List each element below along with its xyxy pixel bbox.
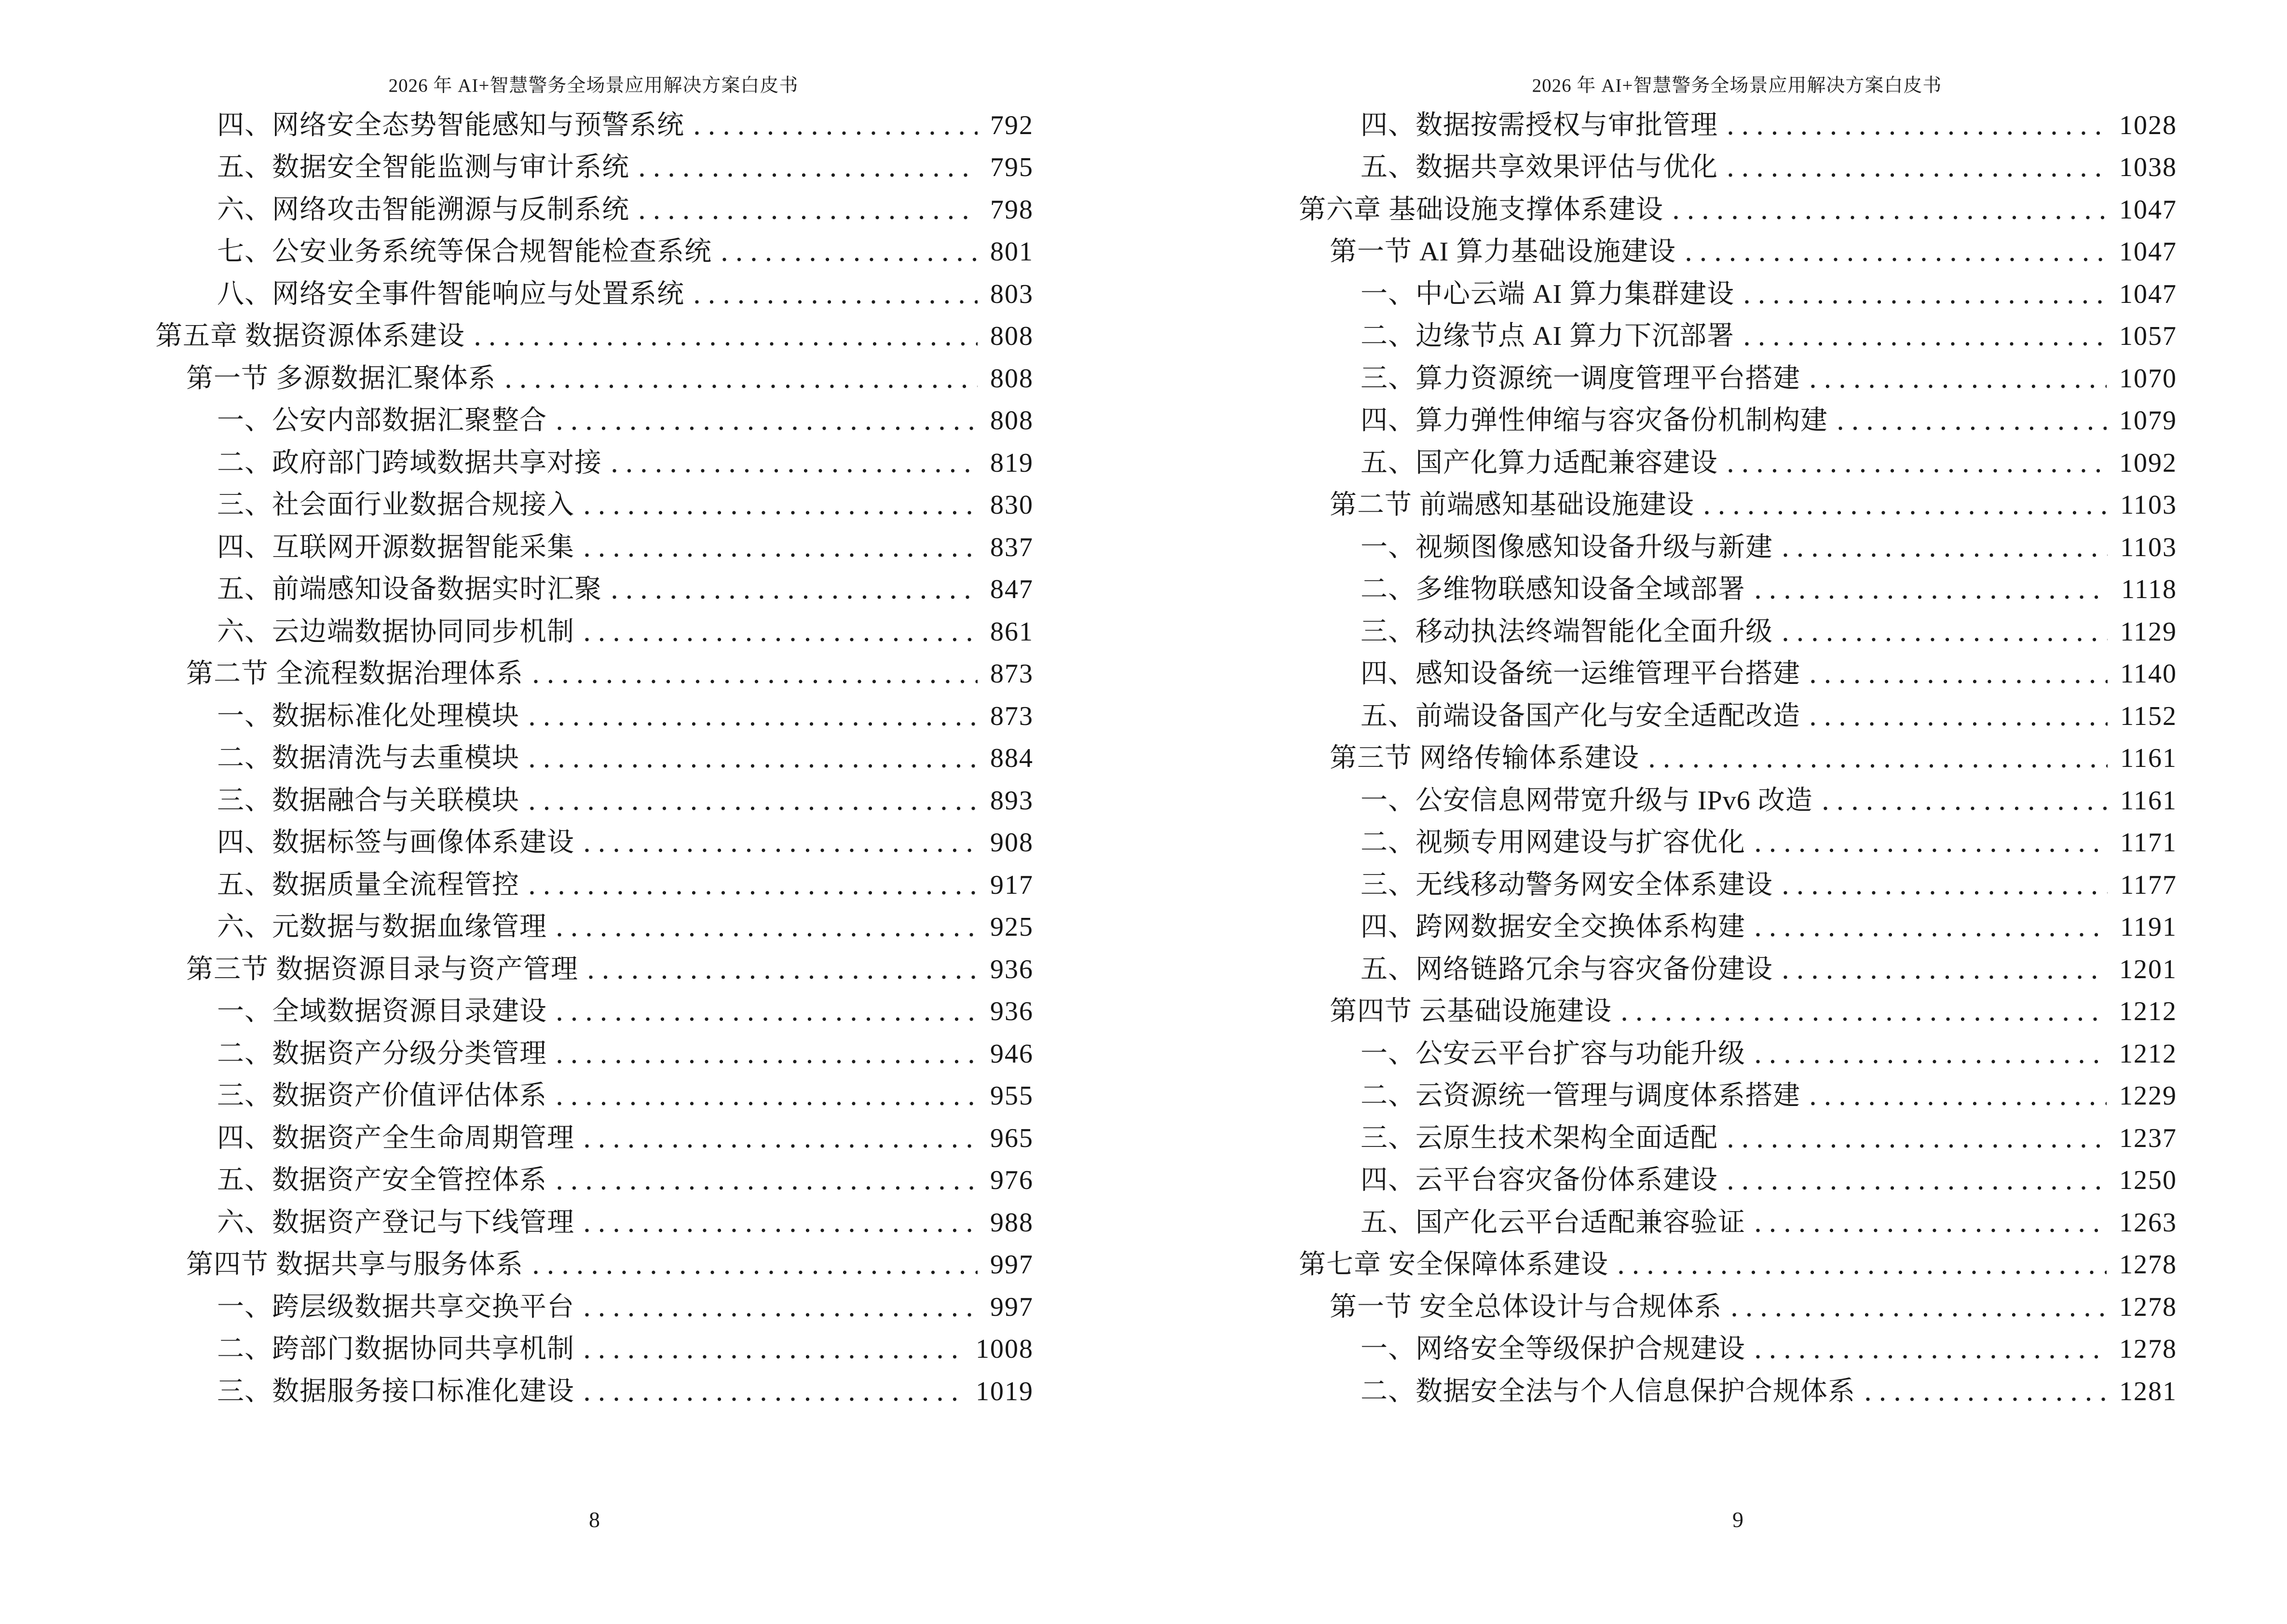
toc-entry[interactable] xyxy=(1299,779,2177,822)
toc-entry[interactable] xyxy=(1299,864,2177,906)
toc-entry-page-number: 1092 xyxy=(2119,448,2177,478)
toc-entry-label: 五、前端感知设备数据实时汇聚 xyxy=(217,574,602,605)
toc-entry-label: 四、数据按需授权与审批管理 xyxy=(1361,110,1718,140)
toc-entry[interactable] xyxy=(155,400,1034,442)
dot-leader xyxy=(528,889,978,897)
toc-entry[interactable] xyxy=(1299,1244,2177,1286)
dot-leader xyxy=(583,509,978,517)
toc-entry-label: 三、云原生技术架构全面适配 xyxy=(1361,1123,1718,1153)
toc-entry-page-number: 1047 xyxy=(2119,279,2177,309)
page-number: 8 xyxy=(589,1507,600,1532)
toc-entry[interactable] xyxy=(155,1286,1034,1328)
toc-entry[interactable] xyxy=(1299,1033,2177,1075)
toc-entry-page-number: 1070 xyxy=(2119,363,2177,394)
toc-entry-page-number: 1057 xyxy=(2119,321,2177,352)
toc-entry[interactable] xyxy=(155,273,1034,315)
toc-entry-page-number: 965 xyxy=(990,1123,1034,1153)
toc-entry[interactable] xyxy=(155,231,1034,273)
toc-list xyxy=(155,104,1034,1413)
toc-entry[interactable] xyxy=(1299,906,2177,949)
toc-entry-page-number: 830 xyxy=(990,490,1034,520)
toc-entry-label: 一、全域数据资源目录建设 xyxy=(217,996,547,1027)
dot-leader xyxy=(1754,1227,2107,1234)
toc-entry-page-number: 1201 xyxy=(2119,954,2177,984)
toc-entry[interactable] xyxy=(1299,147,2177,189)
toc-entry[interactable] xyxy=(1299,737,2177,780)
toc-entry-page-number: 873 xyxy=(990,659,1034,689)
toc-entry-page-number: 946 xyxy=(990,1038,1034,1069)
toc-entry[interactable] xyxy=(155,189,1034,231)
toc-entry-label: 第七章 安全保障体系建设 xyxy=(1299,1250,1608,1280)
toc-entry-label: 六、数据资产登记与下线管理 xyxy=(217,1207,574,1238)
dot-leader xyxy=(1809,1100,2107,1107)
toc-entry-label: 四、算力弹性伸缩与容灾备份机制构建 xyxy=(1361,406,1828,436)
dot-leader xyxy=(1617,1269,2107,1276)
dot-leader xyxy=(583,636,978,643)
toc-entry-label: 四、网络安全态势智能感知与预警系统 xyxy=(217,110,684,140)
toc-entry-page-number: 1038 xyxy=(2119,152,2177,183)
toc-entry-label: 三、数据资产价值评估体系 xyxy=(217,1081,547,1111)
dot-leader xyxy=(1730,1311,2107,1319)
dot-leader xyxy=(1782,973,2107,981)
toc-entry-label: 五、数据安全智能监测与审计系统 xyxy=(217,152,629,183)
toc-entry[interactable] xyxy=(155,779,1034,822)
dot-leader xyxy=(583,1142,978,1150)
toc-entry-label: 一、跨层级数据共享交换平台 xyxy=(217,1292,574,1322)
toc-entry-label: 二、多维物联感知设备全域部署 xyxy=(1361,574,1745,605)
toc-entry-label: 第五章 数据资源体系建设 xyxy=(155,321,465,352)
toc-entry-label: 五、国产化算力适配兼容建设 xyxy=(1361,448,1718,478)
toc-entry[interactable] xyxy=(1299,1160,2177,1202)
toc-entry-label: 二、数据安全法与个人信息保护合规体系 xyxy=(1361,1376,1855,1406)
dot-leader xyxy=(1754,846,2108,854)
dot-leader xyxy=(1727,1142,2107,1150)
toc-entry[interactable] xyxy=(155,1075,1034,1118)
dot-leader xyxy=(1703,509,2108,517)
dot-leader xyxy=(1809,720,2108,728)
toc-entry-label: 四、云平台容灾备份体系建设 xyxy=(1361,1165,1718,1196)
toc-entry[interactable] xyxy=(155,104,1034,147)
dot-leader xyxy=(556,1058,978,1065)
dot-leader xyxy=(504,382,978,390)
toc-entry[interactable] xyxy=(155,1328,1034,1371)
toc-entry-label: 四、感知设备统一运维管理平台搭建 xyxy=(1361,659,1800,689)
toc-entry-label: 二、视频专用网建设与扩容优化 xyxy=(1361,828,1745,858)
toc-entry-label: 二、跨部门数据协同共享机制 xyxy=(217,1334,574,1365)
dot-leader xyxy=(693,298,978,306)
toc-entry-page-number: 1161 xyxy=(2120,785,2177,816)
toc-entry-page-number: 1103 xyxy=(2120,532,2177,562)
toc-entry[interactable] xyxy=(1299,442,2177,484)
toc-entry[interactable] xyxy=(155,569,1034,611)
dot-leader xyxy=(1620,1015,2107,1023)
dot-leader xyxy=(556,424,978,432)
toc-entry[interactable] xyxy=(1299,273,2177,315)
toc-entry-page-number: 884 xyxy=(990,743,1034,774)
toc-entry-page-number: 819 xyxy=(990,448,1034,478)
toc-entry[interactable] xyxy=(155,948,1034,991)
toc-entry[interactable] xyxy=(1299,1201,2177,1244)
toc-entry-page-number: 976 xyxy=(990,1165,1034,1196)
toc-entry-page-number: 873 xyxy=(990,701,1034,731)
toc-entry-label: 一、视频图像感知设备升级与新建 xyxy=(1361,532,1773,562)
toc-entry-page-number: 1171 xyxy=(2120,828,2177,858)
toc-entry-label: 六、元数据与数据血缘管理 xyxy=(217,912,547,942)
toc-entry[interactable] xyxy=(155,1201,1034,1244)
toc-entry-label: 第四节 云基础设施建设 xyxy=(1330,996,1612,1027)
toc-entry-label: 五、国产化云平台适配兼容验证 xyxy=(1361,1207,1745,1238)
dot-leader xyxy=(583,1353,963,1361)
toc-entry[interactable] xyxy=(155,653,1034,696)
dot-leader xyxy=(1864,1395,2107,1403)
toc-entry-page-number: 1140 xyxy=(2120,659,2177,689)
toc-entry[interactable] xyxy=(155,991,1034,1033)
toc-entry[interactable] xyxy=(1299,653,2177,696)
toc-entry-page-number: 808 xyxy=(990,363,1034,394)
toc-entry[interactable] xyxy=(1299,1117,2177,1160)
toc-entry-page-number: 808 xyxy=(990,406,1034,436)
toc-entry[interactable] xyxy=(155,442,1034,484)
toc-entry-page-number: 1212 xyxy=(2119,996,2177,1027)
toc-entry[interactable] xyxy=(155,357,1034,400)
toc-entry[interactable] xyxy=(1299,231,2177,273)
toc-entry-page-number: 955 xyxy=(990,1081,1034,1111)
toc-entry-label: 第一节 安全总体设计与合规体系 xyxy=(1330,1292,1722,1322)
toc-entry-page-number: 1278 xyxy=(2119,1292,2177,1322)
toc-entry-label: 第三节 网络传输体系建设 xyxy=(1330,743,1639,774)
dot-leader xyxy=(611,593,978,601)
toc-entry-page-number: 1237 xyxy=(2119,1123,2177,1153)
dot-leader xyxy=(532,678,978,685)
toc-entry-label: 一、数据标准化处理模块 xyxy=(217,701,519,731)
toc-entry-page-number: 1047 xyxy=(2119,237,2177,267)
toc-entry-label: 四、跨网数据安全交换体系构建 xyxy=(1361,912,1745,942)
toc-entry[interactable] xyxy=(155,1370,1034,1413)
dot-leader xyxy=(611,467,978,475)
toc-entry-page-number: 1263 xyxy=(2119,1207,2177,1238)
toc-entry-label: 五、数据共享效果评估与优化 xyxy=(1361,152,1718,183)
toc-entry-label: 四、互联网开源数据智能采集 xyxy=(217,532,574,562)
toc-entry[interactable] xyxy=(1299,400,2177,442)
toc-entry[interactable] xyxy=(155,737,1034,780)
toc-entry-label: 第二节 前端感知基础设施建设 xyxy=(1330,490,1694,520)
dot-leader xyxy=(1782,889,2108,897)
toc-entry-label: 六、云边端数据协同同步机制 xyxy=(217,616,574,647)
toc-entry-page-number: 936 xyxy=(990,954,1034,984)
toc-list xyxy=(1299,104,2177,1413)
toc-entry-page-number: 997 xyxy=(990,1250,1034,1280)
toc-entry[interactable] xyxy=(1299,991,2177,1033)
toc-entry-page-number: 1152 xyxy=(2120,701,2177,731)
toc-entry[interactable] xyxy=(1299,357,2177,400)
toc-entry-page-number: 1103 xyxy=(2120,490,2177,520)
toc-entry-label: 三、算力资源统一调度管理平台搭建 xyxy=(1361,363,1800,394)
toc-entry-page-number: 1278 xyxy=(2119,1334,2177,1365)
toc-entry[interactable] xyxy=(1299,1075,2177,1118)
toc-entry[interactable] xyxy=(1299,695,2177,737)
toc-entry[interactable] xyxy=(155,906,1034,949)
toc-entry-page-number: 936 xyxy=(990,996,1034,1027)
toc-entry-page-number: 1281 xyxy=(2119,1376,2177,1406)
toc-entry-label: 五、数据质量全流程管控 xyxy=(217,870,519,900)
toc-entry-label: 六、网络攻击智能溯源与反制系统 xyxy=(217,194,629,225)
dot-leader xyxy=(638,171,978,179)
dot-leader xyxy=(1727,129,2107,137)
dot-leader xyxy=(556,931,978,939)
toc-entry[interactable] xyxy=(155,147,1034,189)
toc-entry[interactable] xyxy=(155,611,1034,653)
dot-leader xyxy=(587,973,978,981)
dot-leader xyxy=(1727,1184,2107,1192)
toc-entry-page-number: 1212 xyxy=(2119,1038,2177,1069)
toc-entry-label: 五、数据资产安全管控体系 xyxy=(217,1165,547,1196)
toc-entry-label: 二、边缘节点 AI 算力下沉部署 xyxy=(1361,321,1735,352)
dot-leader xyxy=(583,1311,978,1319)
dot-leader xyxy=(693,129,978,137)
dot-leader xyxy=(1754,931,2108,939)
toc-entry-label: 第三节 数据资源目录与资产管理 xyxy=(186,954,578,984)
toc-entry-label: 第二节 全流程数据治理体系 xyxy=(186,659,523,689)
toc-entry-label: 一、公安内部数据汇聚整合 xyxy=(217,406,547,436)
toc-entry[interactable] xyxy=(155,864,1034,906)
toc-entry-label: 二、数据资产分级分类管理 xyxy=(217,1038,547,1069)
toc-entry-page-number: 1278 xyxy=(2119,1250,2177,1280)
toc-entry-label: 第四节 数据共享与服务体系 xyxy=(186,1250,523,1280)
toc-entry-label: 二、云资源统一管理与调度体系搭建 xyxy=(1361,1081,1800,1111)
toc-entry-page-number: 1177 xyxy=(2120,870,2177,900)
dot-leader xyxy=(1754,1058,2107,1065)
dot-leader xyxy=(556,1015,978,1023)
dot-leader xyxy=(474,340,978,348)
toc-entry[interactable] xyxy=(155,526,1034,569)
dot-leader xyxy=(1837,424,2107,432)
toc-entry[interactable] xyxy=(1299,822,2177,864)
toc-entry-label: 三、移动执法终端智能化全面升级 xyxy=(1361,616,1773,647)
toc-entry-page-number: 795 xyxy=(990,152,1034,183)
toc-entry[interactable] xyxy=(1299,526,2177,569)
toc-entry-page-number: 837 xyxy=(990,532,1034,562)
toc-entry[interactable] xyxy=(155,1033,1034,1075)
toc-entry-label: 四、数据资产全生命周期管理 xyxy=(217,1123,574,1153)
toc-entry[interactable] xyxy=(1299,189,2177,231)
toc-entry-label: 五、网络链路冗余与容灾备份建设 xyxy=(1361,954,1773,984)
dot-leader xyxy=(1809,678,2108,685)
toc-entry-page-number: 1118 xyxy=(2121,574,2177,605)
toc-entry-label: 四、数据标签与画像体系建设 xyxy=(217,828,574,858)
toc-entry-label: 一、中心云端 AI 算力集群建设 xyxy=(1361,279,1735,309)
toc-entry[interactable] xyxy=(1299,315,2177,358)
toc-entry-page-number: 1079 xyxy=(2119,406,2177,436)
toc-entry-page-number: 847 xyxy=(990,574,1034,605)
dot-leader xyxy=(1672,214,2107,221)
toc-entry-page-number: 908 xyxy=(990,828,1034,858)
toc-entry[interactable] xyxy=(1299,1370,2177,1413)
page-number: 9 xyxy=(1732,1507,1743,1532)
toc-entry-label: 三、数据融合与关联模块 xyxy=(217,785,519,816)
dot-leader xyxy=(528,720,978,728)
dot-leader xyxy=(1727,171,2107,179)
dot-leader xyxy=(1822,805,2108,812)
toc-entry[interactable] xyxy=(155,1160,1034,1202)
toc-entry-label: 二、数据清洗与去重模块 xyxy=(217,743,519,774)
dot-leader xyxy=(1754,1353,2107,1361)
toc-entry-label: 一、网络安全等级保护合规建设 xyxy=(1361,1334,1745,1365)
toc-entry-page-number: 988 xyxy=(990,1207,1034,1238)
dot-leader xyxy=(583,551,978,559)
dot-leader xyxy=(1754,593,2109,601)
toc-entry-page-number: 803 xyxy=(990,279,1034,309)
toc-entry-page-number: 1250 xyxy=(2119,1165,2177,1196)
dot-leader xyxy=(528,762,978,770)
toc-entry-page-number: 1161 xyxy=(2120,743,2177,774)
toc-entry[interactable] xyxy=(1299,104,2177,147)
toc-entry-page-number: 925 xyxy=(990,912,1034,942)
toc-entry-page-number: 1129 xyxy=(2120,616,2177,647)
toc-entry[interactable] xyxy=(155,1244,1034,1286)
toc-entry[interactable] xyxy=(155,822,1034,864)
dot-leader xyxy=(1685,256,2107,263)
toc-entry-page-number: 893 xyxy=(990,785,1034,816)
toc-entry-label: 八、网络安全事件智能响应与处置系统 xyxy=(217,279,684,309)
toc-entry-page-number: 1019 xyxy=(976,1376,1034,1406)
dot-leader xyxy=(528,805,978,812)
toc-entry[interactable] xyxy=(1299,569,2177,611)
dot-leader xyxy=(556,1100,978,1107)
toc-entry-page-number: 792 xyxy=(990,110,1034,140)
toc-entry-page-number: 808 xyxy=(990,321,1034,352)
dot-leader xyxy=(638,214,978,221)
dot-leader xyxy=(583,846,978,854)
toc-entry[interactable] xyxy=(1299,1286,2177,1328)
toc-entry[interactable] xyxy=(1299,611,2177,653)
dot-leader xyxy=(532,1269,978,1276)
dot-leader xyxy=(1782,636,2108,643)
toc-page-right xyxy=(1144,0,2287,1624)
dot-leader xyxy=(1809,382,2107,390)
running-header: 2026 年 AI+智慧警务全场景应用解决方案白皮书 xyxy=(388,75,799,96)
toc-entry-page-number: 798 xyxy=(990,194,1034,225)
toc-entry-page-number: 861 xyxy=(990,616,1034,647)
dot-leader xyxy=(1743,340,2107,348)
toc-entry[interactable] xyxy=(155,695,1034,737)
toc-entry[interactable] xyxy=(155,1117,1034,1160)
toc-entry-label: 第一节 AI 算力基础设施建设 xyxy=(1330,237,1676,267)
toc-entry-page-number: 1028 xyxy=(2119,110,2177,140)
toc-entry-label: 三、无线移动警务网安全体系建设 xyxy=(1361,870,1773,900)
dot-leader xyxy=(721,256,978,263)
toc-entry[interactable] xyxy=(155,484,1034,527)
toc-entry-label: 一、公安信息网带宽升级与 IPv6 改造 xyxy=(1361,785,1813,816)
toc-entry-label: 三、社会面行业数据合规接入 xyxy=(217,490,574,520)
toc-entry-label: 第一节 多源数据汇聚体系 xyxy=(186,363,496,394)
dot-leader xyxy=(556,1184,978,1192)
toc-entry-label: 一、公安云平台扩容与功能升级 xyxy=(1361,1038,1745,1069)
dot-leader xyxy=(583,1227,978,1234)
toc-entry-page-number: 1229 xyxy=(2119,1081,2177,1111)
toc-entry[interactable] xyxy=(1299,484,2177,527)
toc-entry-page-number: 1191 xyxy=(2120,912,2177,942)
dot-leader xyxy=(1648,762,2108,770)
toc-entry-page-number: 801 xyxy=(990,237,1034,267)
toc-entry[interactable] xyxy=(1299,948,2177,991)
toc-entry[interactable] xyxy=(155,315,1034,358)
toc-entry-page-number: 1047 xyxy=(2119,194,2177,225)
toc-entry-label: 二、政府部门跨域数据共享对接 xyxy=(217,448,602,478)
toc-entry-page-number: 1008 xyxy=(976,1334,1034,1365)
toc-entry-page-number: 997 xyxy=(990,1292,1034,1322)
toc-entry-label: 三、数据服务接口标准化建设 xyxy=(217,1376,574,1406)
toc-entry-page-number: 917 xyxy=(990,870,1034,900)
toc-entry[interactable] xyxy=(1299,1328,2177,1371)
toc-entry-label: 七、公安业务系统等保合规智能检查系统 xyxy=(217,237,712,267)
dot-leader xyxy=(1782,551,2108,559)
dot-leader xyxy=(1743,298,2107,306)
toc-entry-label: 五、前端设备国产化与安全适配改造 xyxy=(1361,701,1800,731)
running-header: 2026 年 AI+智慧警务全场景应用解决方案白皮书 xyxy=(1532,75,1942,96)
toc-entry-label: 第六章 基础设施支撑体系建设 xyxy=(1299,194,1663,225)
dot-leader xyxy=(1727,467,2107,475)
dot-leader xyxy=(583,1395,963,1403)
